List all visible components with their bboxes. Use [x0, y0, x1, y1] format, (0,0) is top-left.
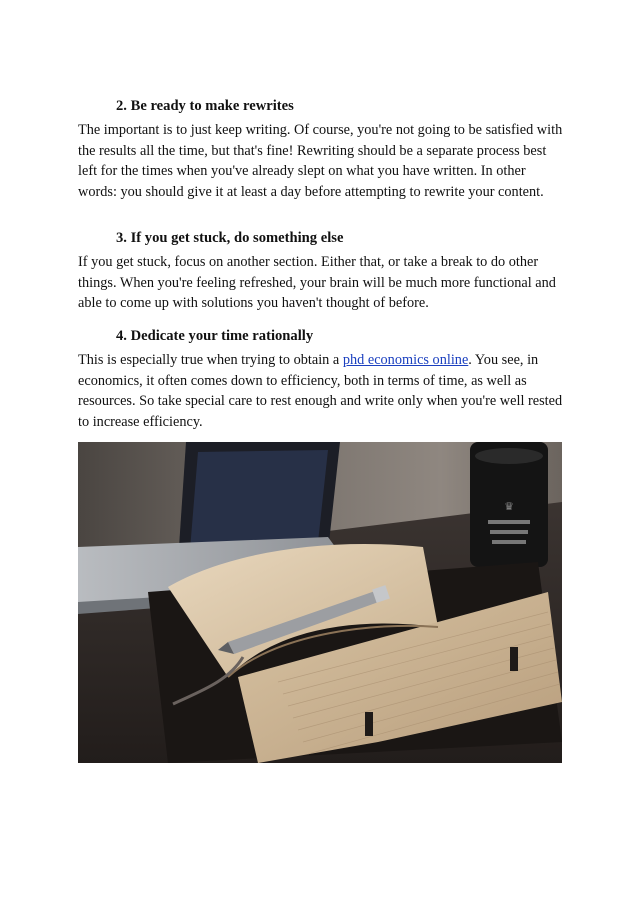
section-paragraph: If you get stuck, focus on another section. Either that, or take a break to do other things. When you're feeling refreshed, your brain will be much more functional and able to come up with solutions you haven't thought of before. [78, 254, 556, 312]
svg-text:♛: ♛ [504, 500, 514, 513]
paragraph-text-before-link: This is especially true when trying to obtain a [78, 352, 343, 368]
paragraph-text-after-link: . You see, in economics, it often comes down to efficiency, both in terms of time, as well as resources. So take special care to rest enough and write only when you're well rested to increase efficiency. [78, 352, 563, 430]
section-paragraph [78, 350, 564, 432]
section-stuck [78, 228, 564, 314]
photo-illustration [78, 442, 562, 763]
section-paragraph: The important is to just keep writing. Of course, you're not going to be satisfied with the results all the time, but that's fine! Rewriting should be a separate process best left for the times when you've already slept on what you have written. In other words: you should give it at least a day before attempting to rewrite your content. [78, 122, 563, 200]
section-heading: 2. Be ready to make rewrites [116, 98, 294, 114]
phd-economics-link[interactable]: phd economics online [342, 352, 469, 368]
section-heading: 3. If you get stuck, do something else [116, 230, 344, 246]
section-dedicate-time [78, 326, 564, 432]
section-rewrites [78, 96, 564, 202]
section-heading: 4. Dedicate your time rationally [116, 328, 314, 344]
notebook-laptop-photo [78, 442, 562, 763]
